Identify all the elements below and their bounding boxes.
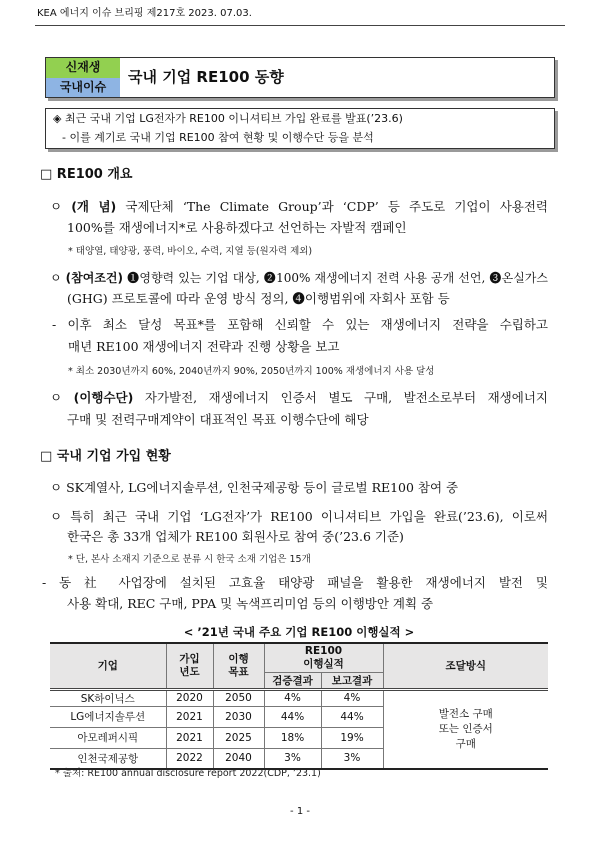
- procurement-line-2: 또는 인증서: [438, 722, 493, 735]
- dash-marker: -: [42, 575, 47, 590]
- title-box: [45, 57, 555, 98]
- reporting-line-2: 매년 RE100 재생에너지 전략과 진행 상황을 보고: [68, 339, 340, 354]
- table-header-row: [50, 643, 548, 672]
- concept-text: 국제단체 ‘The Climate Group’과 ‘CDP’ 등 주도로 기업이 사용전력: [125, 199, 548, 214]
- summary-line-1: [53, 109, 548, 129]
- diamond-bullet-icon: ◈: [53, 112, 62, 125]
- cell-verified: 3%: [264, 748, 321, 769]
- category-domestic-badge: 국내이슈: [46, 78, 120, 98]
- page-title: 국내 기업 RE100 동향: [128, 68, 284, 86]
- header-verified: 검증결과: [264, 672, 321, 689]
- bullet-label: (개 념): [71, 199, 117, 214]
- header-procurement: 조달방식: [383, 643, 548, 689]
- cell-joined-year: 2021: [166, 706, 213, 727]
- bullet-marker: ㅇ: [50, 199, 63, 214]
- cell-reported: 19%: [321, 727, 383, 748]
- bullet-label: (참여조건): [65, 271, 124, 285]
- plan-line-1: [42, 573, 548, 593]
- reporting-text: 이후 최소 달성 목표*를 포함해 신뢰할 수 있는 재생에너지 전략을 수립하고: [67, 317, 548, 332]
- page-number: - 1 -: [290, 806, 310, 817]
- category-renewable-badge: 신재생: [46, 58, 120, 78]
- concept-line-1: [50, 197, 548, 217]
- header-reported: 보고결과: [321, 672, 383, 689]
- table-title: < ’21년 국내 주요 기업 RE100 이행실적 >: [183, 625, 415, 639]
- header-target-year-line-2: 목표: [228, 665, 249, 678]
- cell-reported: 44%: [321, 706, 383, 727]
- procurement-line-3: 구매: [455, 737, 476, 750]
- header-joined-year: [166, 643, 213, 689]
- header-joined-year-line-1: 가입: [179, 652, 200, 665]
- dash-marker: -: [52, 317, 57, 332]
- cell-joined-year: 2021: [166, 727, 213, 748]
- bullet-label: (이행수단): [73, 390, 134, 405]
- cell-target-year: 2025: [213, 727, 264, 748]
- conditions-text: ❶영향력 있는 기업 대상, ❷100% 재생에너지 전력 사용 공개 선언, ❸온실가스: [127, 271, 548, 285]
- lg-line-2: 한국은 총 33개 업체가 RE100 회원사로 참여 중(’23.6 기준): [67, 529, 404, 544]
- footnote-minimum-targets: * 최소 2030년까지 60%, 2040년까지 90%, 2050년까지 100% 재생에너지 사용 달성: [68, 366, 435, 377]
- bullet-marker: ㅇ: [50, 390, 63, 405]
- summary-line-2: - 이를 계기로 국내 기업 RE100 참여 현황 및 이행수단 등을 분석: [62, 131, 374, 144]
- table-row: [50, 689, 548, 706]
- means-line-2: 구매 및 전력구매계약이 대표적인 목표 이행수단에 해당: [67, 412, 369, 427]
- cell-company: 아모레퍼시픽: [50, 727, 166, 748]
- reporting-line-1: [52, 315, 548, 335]
- header-re100-performance-line-1: RE100: [304, 644, 343, 657]
- cell-verified: 18%: [264, 727, 321, 748]
- cell-target-year: 2040: [213, 748, 264, 769]
- table-source-note: * 출처: RE100 annual disclosure report 2022(CDP, ’23.1): [55, 768, 321, 779]
- bullet-marker: ㅇ: [50, 480, 63, 495]
- conditions-line-1: [50, 268, 548, 288]
- cell-joined-year: 2022: [166, 748, 213, 769]
- cell-company: SK하이닉스: [50, 689, 166, 706]
- conditions-line-2: (GHG) 프로토콜에 따라 운영 방식 정의, ❹이행범위에 자회사 포함 등: [67, 291, 450, 306]
- section-heading-domestic-membership: □ 국내 기업 가입 현황: [40, 449, 171, 464]
- section-heading-re100-overview: □ RE100 개요: [40, 167, 133, 182]
- cell-verified: 44%: [264, 706, 321, 727]
- cell-verified: 4%: [264, 689, 321, 706]
- procurement-line-1: 발전소 구매: [438, 707, 493, 720]
- means-line-1: [50, 388, 548, 408]
- header-target-year-line-1: 이행: [228, 652, 249, 665]
- lg-text: 특히 최근 국내 기업 ‘LG전자’가 RE100 이니셔티브 가입을 완료(’23.6), 이로써: [70, 509, 548, 524]
- summary-box: [45, 108, 555, 149]
- header-company: 기업: [50, 643, 166, 689]
- plan-line-2: 사용 확대, REC 구매, PPA 및 녹색프리미엄 등의 이행방안 계획 중: [67, 596, 434, 611]
- header-re100-performance: [264, 643, 383, 672]
- cell-reported: 3%: [321, 748, 383, 769]
- header-target-year: [213, 643, 264, 689]
- participants-text: SK계열사, LG에너지솔루션, 인천국제공항 등이 글로벌 RE100 참여 중: [66, 480, 459, 495]
- cell-company: 인천국제공항: [50, 748, 166, 769]
- header-joined-year-line-2: 년도: [179, 665, 200, 678]
- re100-performance-table: [50, 642, 548, 770]
- cell-reported: 4%: [321, 689, 383, 706]
- cell-joined-year: 2020: [166, 689, 213, 706]
- lg-line-1: [50, 507, 548, 527]
- means-text: 자가발전, 재생에너지 인증서 별도 구매, 발전소로부터 재생에너지: [144, 390, 548, 405]
- cell-company: LG에너지솔루션: [50, 706, 166, 727]
- summary-text-1: 최근 국내 기업 LG전자가 RE100 이니셔티브 가입 완료를 발표(’23.6): [64, 112, 403, 125]
- bullet-marker: ㅇ: [50, 271, 62, 285]
- cell-target-year: 2030: [213, 706, 264, 727]
- plan-text: 동 社 사업장에 설치된 고효율 태양광 패널을 활용한 재생에너지 발전 및: [59, 575, 548, 590]
- header-re100-performance-line-2: 이행실적: [303, 657, 344, 670]
- header-rule: [35, 25, 565, 26]
- running-header: KEA 에너지 이슈 브리핑 제217호 2023. 07.03.: [37, 8, 252, 19]
- cell-procurement: [383, 689, 548, 769]
- footnote-renewables: * 태양열, 태양광, 풍력, 바이오, 수력, 지열 등(원자력 제외): [68, 246, 313, 257]
- participants-line-1: [50, 478, 548, 498]
- bullet-marker: ㅇ: [50, 509, 63, 524]
- concept-line-2: 100%를 재생에너지*로 사용하겠다고 선언하는 자발적 캠페인: [67, 220, 407, 235]
- footnote-headquarters: * 단, 본사 소재지 기준으로 분류 시 한국 소재 기업은 15개: [68, 554, 311, 565]
- cell-target-year: 2050: [213, 689, 264, 706]
